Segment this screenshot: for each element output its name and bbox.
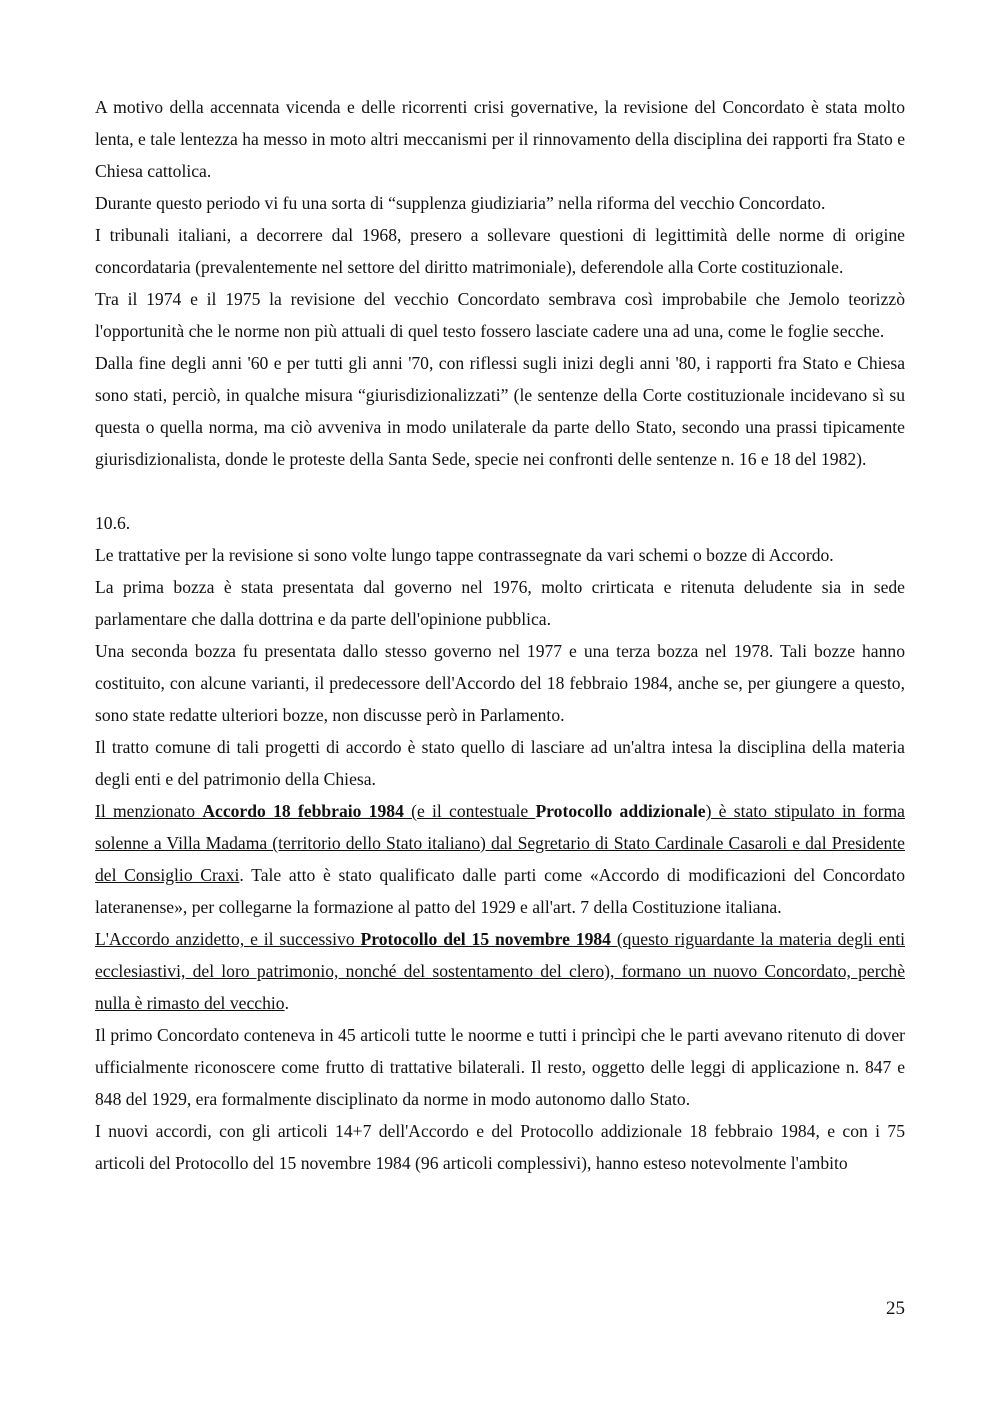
bold-underlined-text: Protocollo del 15 novembre 1984 bbox=[360, 929, 611, 949]
bold-underlined-text: Accordo 18 febbraio 1984 bbox=[202, 801, 404, 821]
paragraph-trattative: Le trattative per la revisione si sono volte lungo tappe contrassegnate da vari schemi o bozze di Accordo. bbox=[95, 545, 834, 565]
plain-text: . bbox=[284, 993, 289, 1013]
page-number: 25 bbox=[886, 1298, 905, 1319]
underlined-text: L'Accordo anzidetto, e il successivo bbox=[95, 929, 361, 949]
paragraph-nuovi-accordi: I nuovi accordi, con gli articoli 14+7 dell'Accordo e del Protocollo addizionale 18 febbraio 1984, e con i 75 articoli del Protocollo del 15 novembre 1984 (96 articoli complessivi), hanno esteso notevolmente l'ambito bbox=[95, 1121, 905, 1173]
paragraph-protocollo-novembre bbox=[95, 923, 905, 1019]
paragraph-giurisdizionalizzati: Dalla fine degli anni '60 e per tutti gli anni '70, con riflessi sugli inizi degli anni '80, i rapporti fra Stato e Chiesa sono stati, perciò, in qualche misura “giurisdizionalizzati” (le sentenze della Corte costituzionale incidevano sì su questa o quella norma, ma ciò avveniva in modo unilaterale da parte dello Stato, secondo una prassi tipicamente giurisdizionalista, donde le proteste della Santa Sede, specie nei confronti delle sentenze n. 16 e 18 del 1982). bbox=[95, 353, 905, 469]
underlined-text: ) è stato stipulato in forma solenne a Villa Madama (territorio dello Stato italiano) dal Segretario di Stato Cardinale Casaroli e dal Presidente del Consiglio Craxi bbox=[95, 801, 905, 885]
paragraph-tratto-comune: Il tratto comune di tali progetti di accordo è stato quello di lasciare ad un'altra intesa la disciplina della materia degli enti e del patrimonio della Chiesa. bbox=[95, 737, 905, 789]
plain-text: . Tale atto è stato qualificato dalle parti come «Accordo di modificazioni del Concordato lateranense», per collegarne la formazione al patto del 1929 e all'art. 7 della Costituzione italiana. bbox=[95, 865, 906, 917]
paragraph-primo-concordato: Il primo Concordato conteneva in 45 articoli tutte le noorme e tutti i princìpi che le parti avevano ritenuto di dover ufficialmente riconoscere come frutto di trattative bilaterali. Il resto, oggetto delle leggi di applicazione n. 847 e 848 del 1929, era formalmente disciplinato da norme in modo autonomo dallo Stato. bbox=[95, 1025, 905, 1109]
paragraph-revisione-lenta: A motivo della accennata vicenda e delle ricorrenti crisi governative, la revisione del Concordato è stata molto lenta, e tale lentezza ha messo in moto altri meccanismi per il rinnovamento della disciplina dei rapporti fra Stato e Chiesa cattolica. bbox=[95, 97, 905, 181]
paragraph-prima-bozza: La prima bozza è stata presentata dal governo nel 1976, molto crirticata e ritenuta deludente sia in sede parlamentare che dalla dottrina e da parte dell'opinione pubblica. bbox=[95, 577, 905, 629]
underlined-text: (questo riguardante la materia degli enti ecclesiastivi, del loro patrimonio, nonché del sostentamento del clero), formano un nuovo Concordato, perchè nulla è rimasto del vecchio bbox=[95, 929, 905, 1013]
section-number: 10.6. bbox=[95, 513, 131, 533]
paragraph-supplenza-giudiziaria: Durante questo periodo vi fu una sorta di “supplenza giudiziaria” nella riforma del vecchio Concordato. bbox=[95, 193, 826, 213]
paragraph-jemolo: Tra il 1974 e il 1975 la revisione del vecchio Concordato sembrava così improbabile che Jemolo teorizzò l'opportunità che le norme non più attuali di quel testo fossero lasciate cadere una ad una, come le foglie secche. bbox=[95, 289, 905, 341]
paragraph-accordo-1984 bbox=[95, 795, 905, 923]
paragraph-tribunali-italiani: I tribunali italiani, a decorrere dal 1968, presero a sollevare questioni di legittimità delle norme di origine concordataria (prevalentemente nel settore del diritto matrimoniale), deferendole alla Corte costituzionale. bbox=[95, 225, 905, 277]
underlined-text: (e il contestuale bbox=[403, 801, 536, 821]
bold-text: Protocollo addizionale bbox=[535, 801, 706, 821]
page-body bbox=[95, 91, 905, 1179]
underlined-text: Il menzionato bbox=[95, 801, 203, 821]
paragraph-spacer bbox=[95, 475, 905, 507]
paragraph-seconda-bozza: Una seconda bozza fu presentata dallo stesso governo nel 1977 e una terza bozza nel 1978. Tali bozze hanno costituito, con alcune varianti, il predecessore dell'Accordo del 18 febbraio 1984, anche se, per giungere a questo, sono state redatte ulteriori bozze, non discusse però in Parlamento. bbox=[95, 641, 905, 725]
